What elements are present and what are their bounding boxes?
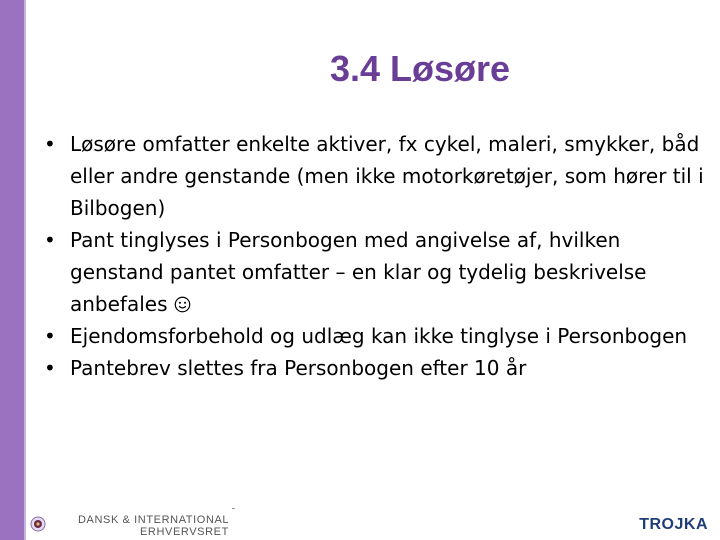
footer-org-line2: ERHVERVSRET (140, 526, 229, 538)
footer-brand: TROJKA (639, 516, 708, 533)
footer-org-line1: DANSK & INTERNATIONAL (78, 514, 230, 526)
bullet-marker: • (44, 132, 56, 156)
list-item (44, 224, 704, 320)
bullet-marker: • (44, 228, 56, 252)
bullet-marker: • (44, 324, 56, 348)
seal-icon (30, 516, 46, 532)
footer-organization (78, 514, 229, 538)
bullet-text: Pant tinglyses i Personbogen med angivelse af, hvilken genstand pantet omfatter – en klar og tydelig beskrivelse anbefales (70, 228, 647, 316)
bullet-lead-text: Løsøre (70, 132, 137, 156)
list-item (44, 352, 704, 384)
bullet-marker: • (44, 356, 56, 380)
bullet-text: omfatter enkelte aktiver, fx cykel, maleri, smykker, båd eller andre genstande (men ikke motorkøretøjer, som hører til i Bilbogen) (70, 132, 704, 220)
footer-divider (232, 508, 235, 509)
list-item (44, 128, 704, 224)
accent-bar-edge (24, 0, 26, 540)
smiley-icon (174, 296, 191, 313)
accent-bar (0, 0, 24, 540)
bullet-list (44, 128, 704, 384)
bullet-text: Pantebrev slettes fra Personbogen efter 10 år (70, 356, 527, 380)
slide-title: 3.4 Løsøre (329, 48, 511, 89)
list-item (44, 320, 704, 352)
bullet-text: Ejendomsforbehold og udlæg kan ikke tinglyse i Personbogen (70, 324, 688, 348)
